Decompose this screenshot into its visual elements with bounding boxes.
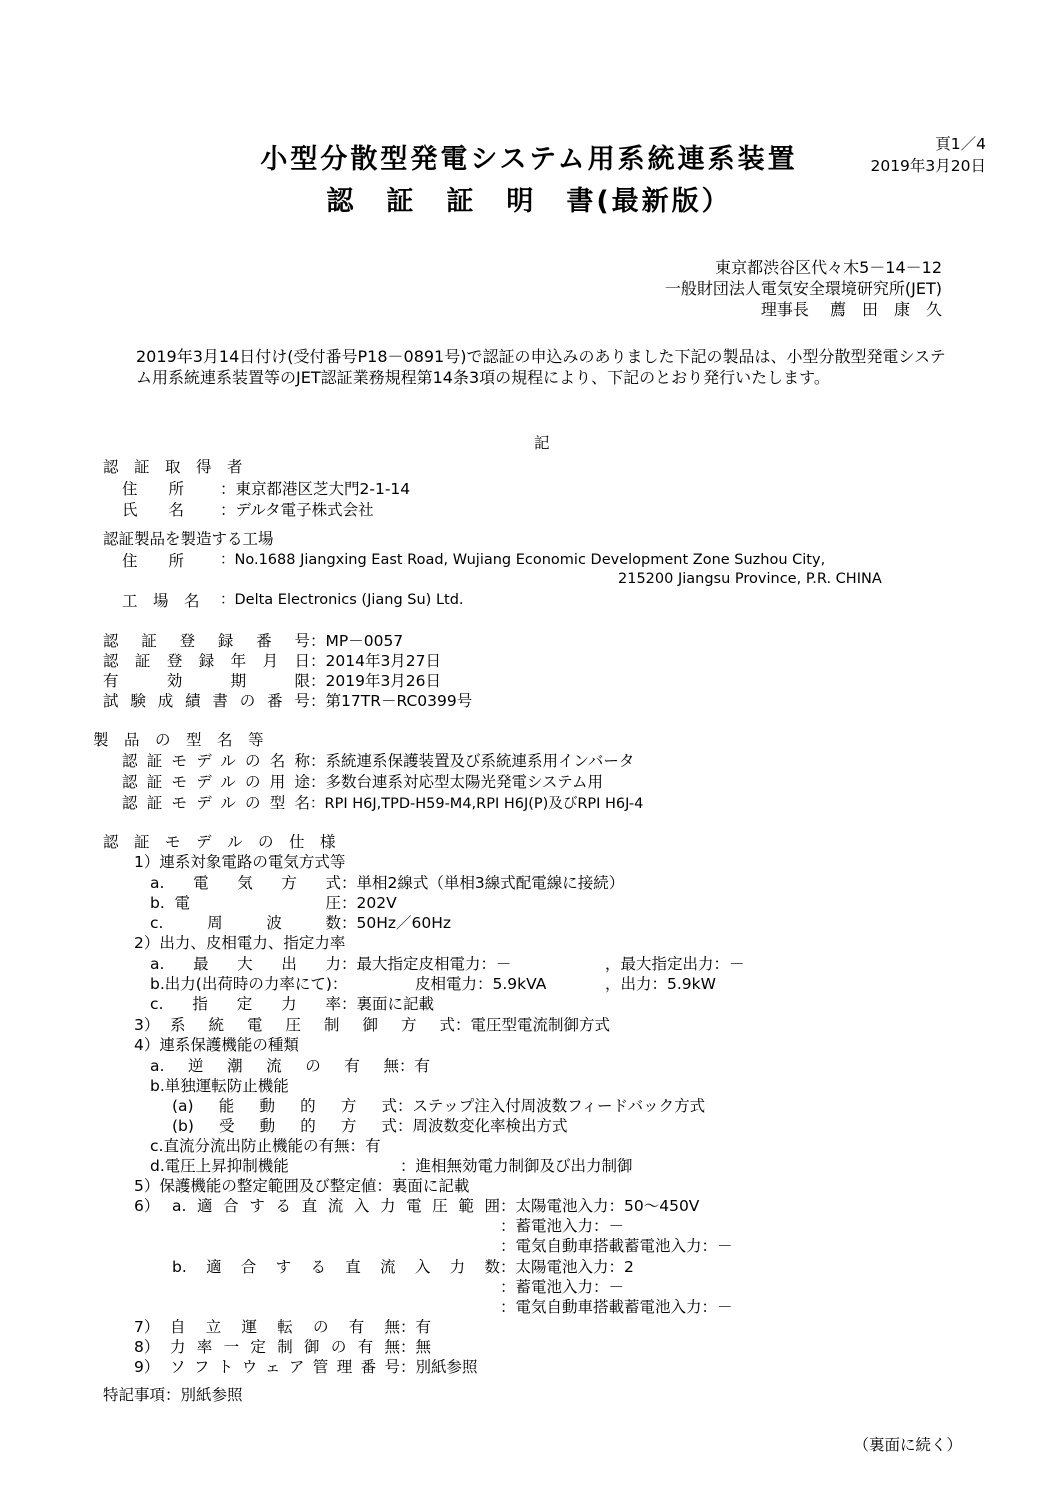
spec-2b-label: b.出力(出荷時の力率にて)： bbox=[150, 975, 348, 993]
spec-5: 5）保護機能の整定範囲及び整定値：裏面に記載 bbox=[134, 1177, 470, 1195]
spec-4b2-value: ：周波数変化率検出方式 bbox=[397, 1117, 568, 1135]
spec-4b-heading: b.単独運転防止機能 bbox=[150, 1077, 289, 1095]
spec-8-value: ：無 bbox=[400, 1338, 432, 1356]
spec-2b-row bbox=[150, 975, 546, 994]
spec-6-number: 6） bbox=[134, 1197, 160, 1215]
spec-4b2-label: (b)受動的方式 bbox=[172, 1117, 397, 1135]
model-type-row bbox=[122, 794, 643, 813]
spec-6b-line2: ：蓄電池入力：－ bbox=[500, 1278, 625, 1296]
issuer-head: 理事長 薦 田 康 久 bbox=[760, 300, 942, 319]
spec-8-row bbox=[134, 1338, 431, 1357]
spec-2-heading: 2）出力、皮相電力、指定力率 bbox=[134, 934, 346, 952]
model-use-value: ：多数台連系対応型太陽光発電システム用 bbox=[310, 773, 603, 791]
spec-4d-row bbox=[150, 1157, 633, 1176]
special-remarks: 特記事項：別紙参照 bbox=[103, 1386, 243, 1404]
spec-1b-row bbox=[150, 894, 397, 913]
holder-address: ：東京都港区芝大門2-1-14 bbox=[220, 480, 411, 498]
spec-2a-row bbox=[150, 955, 512, 974]
spec-6a-line1: ：太陽電池入力：50～450V bbox=[500, 1197, 700, 1215]
spec-2c-row bbox=[150, 995, 434, 1014]
model-use-row bbox=[122, 773, 603, 792]
spec-4b2-row bbox=[172, 1117, 568, 1136]
spec-7-number: 7） bbox=[134, 1318, 160, 1336]
model-name-row bbox=[122, 752, 634, 771]
spec-9-row bbox=[134, 1358, 478, 1377]
document-title: 小型分散型発電システム用系統連系装置 bbox=[260, 144, 798, 175]
spec-8-number: 8） bbox=[134, 1338, 160, 1356]
factory-heading: 認証製品を製造する工場 bbox=[103, 530, 274, 548]
expiry-value: ：2019年3月26日 bbox=[310, 672, 442, 690]
spec-2a-max-output: ，最大指定出力：－ bbox=[605, 955, 745, 973]
test-report-value: ：第17TR－RC0399号 bbox=[310, 692, 473, 710]
spec-1a-label: a.電気方式 bbox=[150, 874, 341, 892]
spec-4d-label: d.電圧上昇抑制機能 bbox=[150, 1157, 289, 1175]
issuer-organization: 一般財団法人電気安全環境研究所(JET) bbox=[664, 279, 942, 298]
spec-4b1-row bbox=[172, 1097, 705, 1116]
spec-4c: c.直流分流出防止機能の有無：有 bbox=[150, 1137, 381, 1155]
expiry-label: 有効期限 bbox=[103, 672, 310, 690]
test-report-label: 試験成績書の番号 bbox=[103, 692, 310, 710]
spec-1c-label: c.周波数 bbox=[150, 914, 341, 932]
spec-2b-value: 皮相電力：5.9kVA bbox=[415, 975, 547, 993]
factory-name: ：Delta Electronics (Jiang Su) Ltd. bbox=[220, 592, 464, 608]
spec-4d-value: ：進相無効電力制御及び出力制御 bbox=[400, 1157, 633, 1175]
factory-name-label: 工 場 名 bbox=[122, 592, 200, 610]
spec-7-label: 自立運転の有無 bbox=[170, 1318, 400, 1336]
spec-6a-line2: ：蓄電池入力：－ bbox=[500, 1217, 625, 1235]
registration-number-row bbox=[103, 632, 403, 651]
test-report-row bbox=[103, 692, 472, 711]
spec-2a-label: a.最大出力 bbox=[150, 955, 341, 973]
issuer-address: 東京都渋谷区代々木5－14－12 bbox=[715, 258, 942, 277]
spec-4b1-label: (a)能動的方式 bbox=[172, 1097, 397, 1115]
model-use-label: 認証モデルの用途 bbox=[122, 773, 310, 791]
spec-4-heading: 4）連系保護機能の種類 bbox=[134, 1036, 299, 1054]
factory-address-line2: 215200 Jiangsu Province, P.R. CHINA bbox=[618, 571, 882, 587]
spec-4a-label: a.逆潮流の有無 bbox=[150, 1057, 399, 1075]
spec-6a-label-wrap bbox=[172, 1197, 500, 1216]
spec-8-label: 力率一定制御の有無 bbox=[170, 1338, 400, 1356]
factory-address-line1: ：No.1688 Jiangxing East Road, Wujiang Economic Development Zone Suzhou City, bbox=[220, 552, 826, 568]
spec-3-value: ：電圧型電流制御方式 bbox=[455, 1016, 611, 1034]
spec-9-label: ソフトウェア管理番号 bbox=[170, 1358, 400, 1376]
holder-name-label: 氏 名 bbox=[122, 501, 185, 519]
registration-number-label: 認証登録番号 bbox=[103, 632, 310, 650]
holder-heading: 認 証 取 得 者 bbox=[103, 458, 243, 476]
intro-paragraph: 2019年3月14日付け(受付番号P18－0891号)で認証の申込みのありました下記の製品は、小型分散型発電システム用系統連系装置等のJET認証業務規程第14条3項の規程により、下記のとおり発行いたします。 bbox=[136, 347, 946, 387]
spec-1c-value: ：50Hz／60Hz bbox=[341, 914, 452, 932]
registration-date-value: ：2014年3月27日 bbox=[310, 652, 442, 670]
factory-address-label: 住 所 bbox=[122, 552, 185, 570]
registration-date-label: 認証登録年月日 bbox=[103, 652, 310, 670]
document-subtitle: 認 証 証 明 書(最新版） bbox=[326, 186, 732, 217]
ki-heading: 記 bbox=[534, 434, 550, 452]
registration-number-value: ：MP－0057 bbox=[310, 632, 404, 650]
spec-1b-value: ：202V bbox=[341, 894, 397, 912]
spec-6b-label-wrap bbox=[172, 1258, 500, 1277]
spec-6b-line3: ：電気自動車搭載蓄電池入力：－ bbox=[500, 1298, 733, 1316]
spec-2a-value: ：最大指定皮相電力：－ bbox=[341, 955, 512, 973]
spec-2c-label: c.指定力率 bbox=[150, 995, 341, 1013]
spec-4a-value: ：有 bbox=[399, 1057, 431, 1075]
issue-date: 2019年3月20日 bbox=[870, 157, 986, 175]
spec-1b-label: b.電 圧 bbox=[150, 894, 341, 912]
spec-3-row bbox=[134, 1016, 610, 1035]
expiry-row bbox=[103, 672, 441, 691]
spec-heading: 認 証 モ デ ル の 仕 様 bbox=[103, 833, 336, 851]
spec-4a-row bbox=[150, 1057, 430, 1076]
spec-2c-value: ：裏面に記載 bbox=[341, 995, 435, 1013]
spec-3-label: 系統電圧制御方式 bbox=[170, 1016, 455, 1034]
spec-1a-value: ：単相2線式（単相3線式配電線に接続） bbox=[341, 874, 625, 892]
spec-6b-line1: ：太陽電池入力：2 bbox=[500, 1258, 634, 1276]
spec-1c-row bbox=[150, 914, 451, 933]
spec-9-value: ：別紙参照 bbox=[400, 1358, 478, 1376]
spec-6a-line3: ：電気自動車搭載蓄電池入力：－ bbox=[500, 1237, 733, 1255]
holder-name: ：デルタ電子株式会社 bbox=[220, 501, 374, 519]
registration-date-row bbox=[103, 652, 441, 671]
spec-7-row bbox=[134, 1318, 431, 1337]
spec-1a-row bbox=[150, 874, 624, 893]
spec-2b-output: ，出力：5.9kW bbox=[605, 975, 716, 993]
model-type-value: ：RPI H6J,TPD-H59-M4,RPI H6J(P)及びRPI H6J-4 bbox=[310, 796, 644, 812]
model-type-label: 認証モデルの型名 bbox=[122, 794, 310, 812]
model-name-label: 認証モデルの名称 bbox=[122, 752, 310, 770]
holder-address-label: 住 所 bbox=[122, 480, 185, 498]
spec-6b-label: b.適合する直流入力数 bbox=[172, 1258, 500, 1276]
continued-note: （裏面に続く） bbox=[853, 1436, 962, 1454]
spec-3-number: 3） bbox=[134, 1016, 160, 1034]
spec-1-heading: 1）連系対象電路の電気方式等 bbox=[134, 853, 346, 871]
spec-9-number: 9） bbox=[134, 1358, 160, 1376]
spec-6a-label: a.適合する直流入力電圧範囲 bbox=[172, 1197, 500, 1215]
product-heading: 製 品 の 型 名 等 bbox=[93, 731, 264, 749]
page-number: 頁1／4 bbox=[935, 135, 986, 153]
spec-7-value: ：有 bbox=[400, 1318, 432, 1336]
model-name-value: ：系統連系保護装置及び系統連系用インバータ bbox=[310, 752, 635, 770]
spec-4b1-value: ：ステップ注入付周波数フィードバック方式 bbox=[397, 1097, 706, 1115]
